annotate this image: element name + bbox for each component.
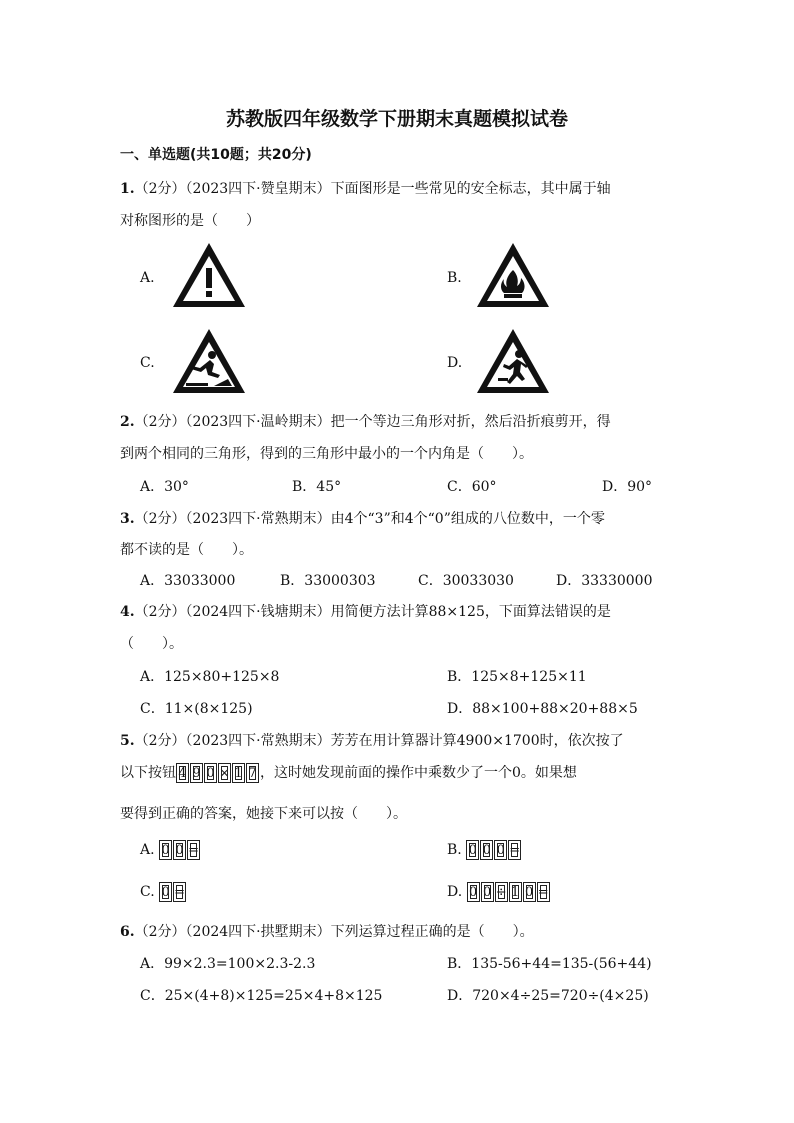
q2-option-b[interactable]: B．45°: [292, 479, 342, 495]
q2-option-a[interactable]: A．30°: [140, 479, 189, 495]
q6-text-1: （2分）（2024四下·拱墅期末）下列运算过程正确的是（ ）。: [134, 924, 534, 940]
calculator-key: 0: [467, 882, 480, 902]
q5-option-a-label: A.: [140, 842, 155, 858]
q4-line2: （ ）。: [120, 636, 183, 652]
q5-option-c-keys: [159, 882, 187, 902]
calculator-key: 4: [176, 763, 189, 783]
calculator-key: 0: [159, 840, 172, 860]
calculator-key: 0: [173, 840, 186, 860]
q1-line2: 对称图形的是（ ）: [120, 213, 260, 229]
q5-number: 5.: [120, 733, 135, 749]
calculator-key: 1: [509, 882, 522, 902]
q5-line1: [120, 730, 624, 750]
q4-text-1: （2分）（2024四下·钱塘期末）用简便方法计算88×125，下面算法错误的是: [134, 604, 611, 620]
calculator-key: =: [508, 840, 521, 860]
q5-option-a-keys: [159, 840, 201, 860]
q4-option-c[interactable]: C．11×(8×125): [140, 701, 253, 717]
page-title: 苏教版四年级数学下册期末真题模拟试卷: [225, 108, 568, 130]
q5-text-1: （2分）（2023四下·常熟期末）芳芳在用计算器计算4900×1700时，依次按了: [134, 733, 624, 749]
q2-line1: [120, 411, 611, 431]
q5-line2: [120, 762, 577, 783]
q4-option-b[interactable]: B．125×8+125×11: [447, 669, 587, 685]
calculator-key: ×: [218, 763, 231, 783]
q2-number: 2.: [120, 414, 135, 430]
q3-text-1: （2分）（2023四下·常熟期末）由4个“3”和4个“0”组成的八位数中，一个零: [134, 511, 605, 527]
q6-option-c[interactable]: C．25×(4+8)×125=25×4+8×125: [140, 988, 383, 1004]
q3-option-d[interactable]: D．33330000: [556, 573, 653, 589]
q5-option-c-label: C.: [140, 884, 155, 900]
trip-hazard-warning-sign-icon[interactable]: [474, 326, 552, 396]
q2-option-d[interactable]: D．90°: [602, 479, 653, 495]
calculator-key: 0: [204, 763, 217, 783]
q5-line3: 要得到正确的答案，她接下来可以按（ ）。: [120, 806, 407, 822]
calculator-key: =: [187, 840, 200, 860]
q5-text-2-pre: 以下按钮: [120, 765, 176, 781]
q4-option-d[interactable]: D．88×100+88×20+88×5: [447, 701, 638, 717]
q5-option-b-keys: [466, 840, 522, 860]
q6-number: 6.: [120, 924, 135, 940]
q6-line1: [120, 921, 534, 941]
q1-line1: [120, 178, 611, 198]
calculator-key: 7: [246, 763, 259, 783]
section-heading: 一、单选题(共10题；共20分): [120, 147, 312, 163]
q5-text-2-post: ，这时她发现前面的操作中乘数少了一个0。如果想: [260, 765, 577, 781]
calculator-key: =: [173, 882, 186, 902]
q5-option-d-keys: [467, 882, 551, 902]
q6-option-b[interactable]: B．135-56+44=135-(56+44): [447, 956, 652, 972]
q5-option-b-label: B.: [447, 842, 462, 858]
q1-option-b-label: B.: [447, 270, 462, 286]
q5-option-a[interactable]: [140, 840, 201, 860]
q4-line1: [120, 601, 611, 621]
q2-option-c[interactable]: C．60°: [447, 479, 497, 495]
q6-option-d[interactable]: D．720×4÷25=720÷(4×25): [447, 988, 649, 1004]
flammable-warning-sign-icon[interactable]: [474, 240, 552, 310]
q5-key-sequence: [176, 763, 260, 783]
q3-line2: 都不读的是（ ）。: [120, 542, 253, 558]
calculator-key: 0: [159, 882, 172, 902]
q5-option-c[interactable]: [140, 882, 187, 902]
q6-option-a[interactable]: A．99×2.3=100×2.3-2.3: [140, 956, 316, 972]
slippery-floor-warning-sign-icon[interactable]: [170, 326, 248, 396]
q3-option-a[interactable]: A．33033000: [140, 573, 236, 589]
q2-text-1: （2分）（2023四下·温岭期末）把一个等边三角形对折，然后沿折痕剪开，得: [134, 414, 611, 430]
q3-number: 3.: [120, 511, 135, 527]
q4-option-a[interactable]: A．125×80+125×8: [140, 669, 280, 685]
calculator-key: 0: [494, 840, 507, 860]
calculator-key: 0: [466, 840, 479, 860]
q5-option-d-label: D.: [447, 884, 463, 900]
q1-number: 1.: [120, 181, 135, 197]
q1-text-1: （2分）（2023四下·赞皇期末）下面图形是一些常见的安全标志，其中属于轴: [134, 181, 611, 197]
calculator-key: =: [537, 882, 550, 902]
q5-option-b[interactable]: [447, 840, 522, 860]
q1-option-c-label: C.: [140, 355, 155, 371]
q3-option-b[interactable]: B．33000303: [280, 573, 376, 589]
calculator-key: 0: [481, 882, 494, 902]
q1-option-a-label: A.: [140, 270, 155, 286]
q3-line1: [120, 508, 605, 528]
q1-option-d-label: D.: [447, 355, 463, 371]
q5-option-d[interactable]: [447, 882, 551, 902]
calculator-key: 1: [232, 763, 245, 783]
calculator-key: 0: [523, 882, 536, 902]
calculator-key: 0: [480, 840, 493, 860]
exclamation-warning-sign-icon[interactable]: [170, 240, 248, 310]
q3-option-c[interactable]: C．30033030: [418, 573, 514, 589]
calculator-key: 9: [190, 763, 203, 783]
q4-number: 4.: [120, 604, 135, 620]
calculator-key: ÷: [495, 882, 508, 902]
q2-line2: 到两个相同的三角形，得到的三角形中最小的一个内角是（ ）。: [120, 446, 533, 462]
